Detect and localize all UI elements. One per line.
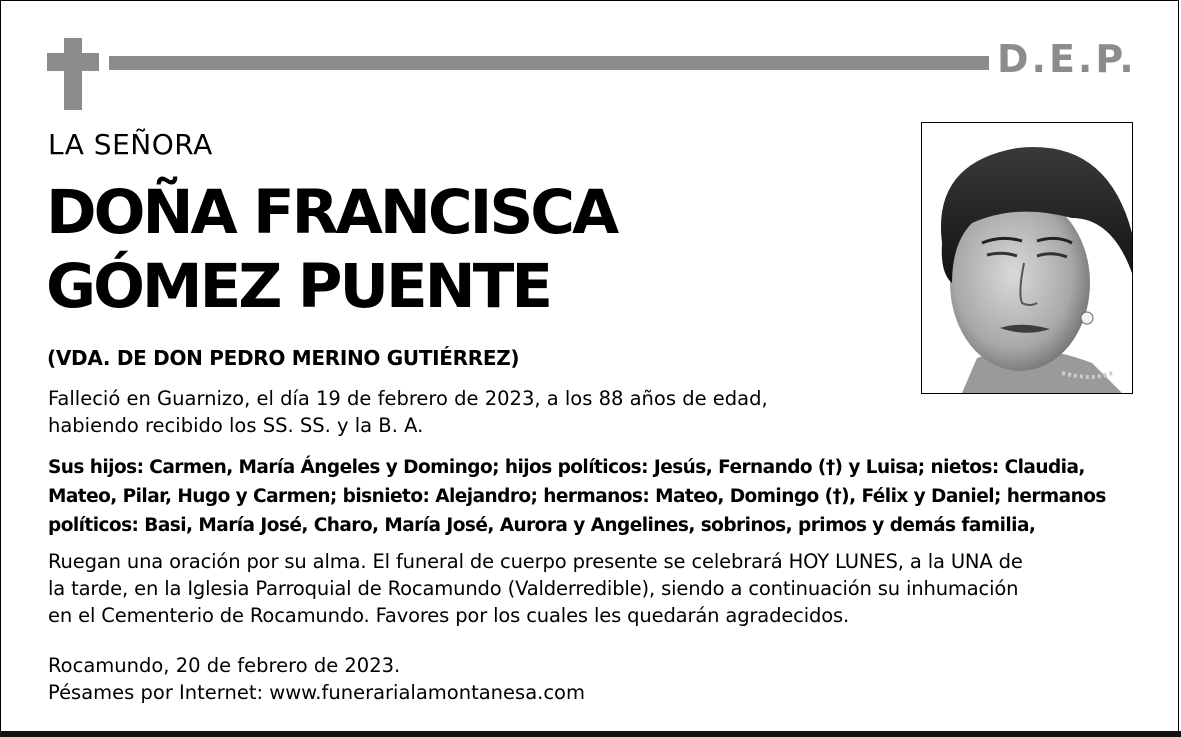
death-notice-line-1: Falleció en Guarnizo, el día 19 de febrero de 2023, a los 88 años de edad, xyxy=(48,387,768,410)
footer xyxy=(48,652,585,706)
intro-text: LA SEÑORA xyxy=(48,128,213,161)
name-line-2: GÓMEZ PUENTE xyxy=(46,251,551,322)
place-date: Rocamundo, 20 de febrero de 2023. xyxy=(48,654,401,677)
funeral-details xyxy=(48,548,1023,629)
deceased-name xyxy=(46,176,616,324)
family-line-2: Mateo, Pilar, Hugo y Carmen; bisnieto: Alejandro; hermanos: Mateo, Domingo (†), Félix y Daniel; hermanos xyxy=(48,486,1106,507)
name-line-1: DOÑA FRANCISCA xyxy=(46,177,617,248)
funeral-line-2: la tarde, en la Iglesia Parroquial de Rocamundo (Valderredible), siendo a continuación su inhumación xyxy=(48,577,1019,600)
death-notice-line-2: habiendo recibido los SS. SS. y la B. A. xyxy=(48,414,424,437)
family-list xyxy=(48,453,1106,540)
dep-label: D.E.P. xyxy=(997,37,1137,81)
condolences-url: Pésames por Internet: www.funerarialamontanesa.com xyxy=(48,681,585,704)
funeral-line-1: Ruegan una oración por su alma. El funeral de cuerpo presente se celebrará HOY LUNES, a la UNA de xyxy=(48,550,1023,573)
bottom-rule xyxy=(0,731,1181,737)
header-rule xyxy=(109,56,989,70)
portrait-photo xyxy=(921,122,1133,394)
family-line-1: Sus hijos: Carmen, María Ángeles y Domingo; hijos políticos: Jesús, Fernando (†) y Luisa; nietos: Claudia, xyxy=(48,457,1085,478)
funeral-line-3: en el Cementerio de Rocamundo. Favores por los cuales les quedarán agradecidos. xyxy=(48,604,850,627)
widow-of: (VDA. DE DON PEDRO MERINO GUTIÉRREZ) xyxy=(47,346,520,370)
death-notice xyxy=(48,385,768,439)
family-line-3: políticos: Basi, María José, Charo, María José, Aurora y Angelines, sobrinos, primos y demás familia, xyxy=(48,515,1036,536)
